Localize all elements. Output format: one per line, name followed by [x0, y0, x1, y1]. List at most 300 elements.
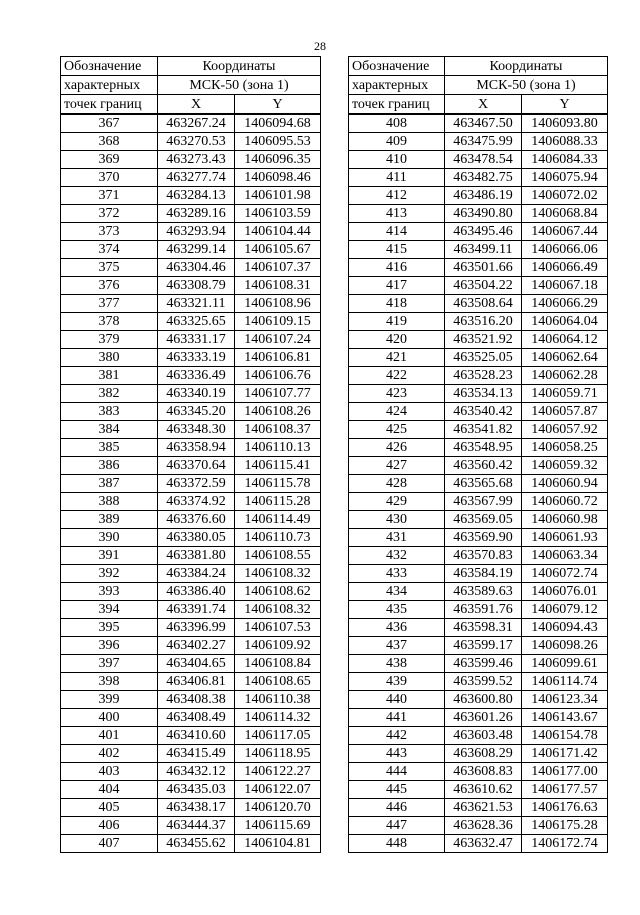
y-coordinate-cell: 1406177.00: [522, 763, 608, 781]
y-coordinate-cell: 1406177.57: [522, 781, 608, 799]
x-coordinate-cell: 463508.64: [445, 295, 522, 313]
point-label-header: Обозначение: [349, 57, 445, 76]
point-id-cell: 388: [61, 493, 158, 511]
point-id-cell: 402: [61, 745, 158, 763]
point-id-cell: 427: [349, 457, 445, 475]
point-id-cell: 403: [61, 763, 158, 781]
y-coordinate-cell: 1406143.67: [522, 709, 608, 727]
x-coordinate-cell: 463504.22: [445, 277, 522, 295]
y-column-header: Y: [522, 95, 608, 115]
x-coordinate-cell: 463499.11: [445, 241, 522, 259]
table-row: [61, 439, 321, 457]
point-id-cell: 386: [61, 457, 158, 475]
table-row: [349, 295, 608, 313]
x-coordinate-cell: 463435.03: [158, 781, 235, 799]
y-coordinate-cell: 1406059.71: [522, 385, 608, 403]
y-coordinate-cell: 1406067.44: [522, 223, 608, 241]
x-coordinate-cell: 463628.36: [445, 817, 522, 835]
x-coordinate-cell: 463534.13: [445, 385, 522, 403]
x-coordinate-cell: 463589.63: [445, 583, 522, 601]
y-coordinate-cell: 1406094.68: [235, 114, 321, 133]
point-id-cell: 395: [61, 619, 158, 637]
table-row: [61, 637, 321, 655]
point-id-cell: 413: [349, 205, 445, 223]
table-row: [349, 745, 608, 763]
y-coordinate-cell: 1406175.28: [522, 817, 608, 835]
coordinates-table-right: [348, 56, 608, 853]
x-coordinate-cell: 463391.74: [158, 601, 235, 619]
table-row: [349, 349, 608, 367]
point-id-cell: 404: [61, 781, 158, 799]
y-coordinate-cell: 1406093.80: [522, 114, 608, 133]
page-number: 28: [314, 39, 326, 53]
x-coordinate-cell: 463569.90: [445, 529, 522, 547]
table-row: [61, 223, 321, 241]
table-row: [61, 799, 321, 817]
y-coordinate-cell: 1406110.38: [235, 691, 321, 709]
point-id-cell: 412: [349, 187, 445, 205]
y-coordinate-cell: 1406172.74: [522, 835, 608, 853]
y-coordinate-cell: 1406095.53: [235, 133, 321, 151]
point-id-cell: 381: [61, 367, 158, 385]
x-coordinate-cell: 463600.80: [445, 691, 522, 709]
x-coordinate-cell: 463402.27: [158, 637, 235, 655]
table-row: [61, 817, 321, 835]
point-id-cell: 411: [349, 169, 445, 187]
x-coordinate-cell: 463438.17: [158, 799, 235, 817]
table-row: [61, 727, 321, 745]
x-coordinate-cell: 463408.38: [158, 691, 235, 709]
point-id-cell: 422: [349, 367, 445, 385]
point-id-cell: 367: [61, 114, 158, 133]
table-row: [349, 114, 608, 133]
table-row: [61, 511, 321, 529]
y-coordinate-cell: 1406061.93: [522, 529, 608, 547]
x-coordinate-cell: 463348.30: [158, 421, 235, 439]
point-id-cell: 423: [349, 385, 445, 403]
coordinates-table-left: [60, 56, 321, 853]
x-coordinate-cell: 463273.43: [158, 151, 235, 169]
x-coordinate-cell: 463432.12: [158, 763, 235, 781]
x-coordinate-cell: 463490.80: [445, 205, 522, 223]
point-id-cell: 384: [61, 421, 158, 439]
y-coordinate-cell: 1406115.69: [235, 817, 321, 835]
point-id-cell: 387: [61, 475, 158, 493]
table-row: [61, 583, 321, 601]
point-id-cell: 408: [349, 114, 445, 133]
table-row: [349, 169, 608, 187]
y-coordinate-cell: 1406072.74: [522, 565, 608, 583]
point-id-cell: 432: [349, 547, 445, 565]
y-coordinate-cell: 1406062.28: [522, 367, 608, 385]
y-coordinate-cell: 1406108.65: [235, 673, 321, 691]
y-coordinate-cell: 1406106.81: [235, 349, 321, 367]
x-coordinate-cell: 463415.49: [158, 745, 235, 763]
x-column-header: X: [158, 95, 235, 115]
table-row: [349, 601, 608, 619]
x-coordinate-cell: 463396.99: [158, 619, 235, 637]
table-row: [349, 385, 608, 403]
x-coordinate-cell: 463621.53: [445, 799, 522, 817]
table-row: [349, 637, 608, 655]
x-coordinate-cell: 463410.60: [158, 727, 235, 745]
x-coordinate-cell: 463444.37: [158, 817, 235, 835]
x-coordinate-cell: 463381.80: [158, 547, 235, 565]
point-id-cell: 406: [61, 817, 158, 835]
table-row: [349, 781, 608, 799]
y-coordinate-cell: 1406108.32: [235, 565, 321, 583]
x-coordinate-cell: 463293.94: [158, 223, 235, 241]
x-coordinate-cell: 463525.05: [445, 349, 522, 367]
point-id-cell: 424: [349, 403, 445, 421]
point-id-cell: 419: [349, 313, 445, 331]
y-coordinate-cell: 1406096.35: [235, 151, 321, 169]
y-coordinate-cell: 1406108.32: [235, 601, 321, 619]
point-id-cell: 377: [61, 295, 158, 313]
table-row: [349, 259, 608, 277]
x-coordinate-cell: 463325.65: [158, 313, 235, 331]
y-coordinate-cell: 1406114.74: [522, 673, 608, 691]
point-id-cell: 445: [349, 781, 445, 799]
x-coordinate-cell: 463333.19: [158, 349, 235, 367]
table-row: [61, 763, 321, 781]
x-coordinate-cell: 463304.46: [158, 259, 235, 277]
x-coordinate-cell: 463599.17: [445, 637, 522, 655]
x-coordinate-cell: 463358.94: [158, 439, 235, 457]
y-coordinate-cell: 1406114.49: [235, 511, 321, 529]
y-coordinate-cell: 1406105.67: [235, 241, 321, 259]
table-row: [61, 331, 321, 349]
table-row: [61, 835, 321, 853]
y-coordinate-cell: 1406101.98: [235, 187, 321, 205]
table-row: [349, 727, 608, 745]
y-coordinate-cell: 1406108.31: [235, 277, 321, 295]
point-id-cell: 370: [61, 169, 158, 187]
x-coordinate-cell: 463560.42: [445, 457, 522, 475]
y-coordinate-cell: 1406117.05: [235, 727, 321, 745]
point-id-cell: 392: [61, 565, 158, 583]
y-coordinate-cell: 1406122.27: [235, 763, 321, 781]
y-coordinate-cell: 1406104.44: [235, 223, 321, 241]
point-id-cell: 372: [61, 205, 158, 223]
y-coordinate-cell: 1406115.28: [235, 493, 321, 511]
x-coordinate-cell: 463406.81: [158, 673, 235, 691]
table-row: [349, 367, 608, 385]
x-coordinate-cell: 463570.83: [445, 547, 522, 565]
y-coordinate-cell: 1406104.81: [235, 835, 321, 853]
point-id-cell: 418: [349, 295, 445, 313]
table-row: [61, 295, 321, 313]
y-coordinate-cell: 1406108.55: [235, 547, 321, 565]
x-coordinate-cell: 463608.29: [445, 745, 522, 763]
y-coordinate-cell: 1406115.78: [235, 475, 321, 493]
table-row: [349, 331, 608, 349]
y-coordinate-cell: 1406084.33: [522, 151, 608, 169]
table-row: [349, 187, 608, 205]
table-row: [349, 403, 608, 421]
point-id-cell: 401: [61, 727, 158, 745]
table-row: [61, 421, 321, 439]
y-coordinate-cell: 1406064.04: [522, 313, 608, 331]
x-coordinate-cell: 463541.82: [445, 421, 522, 439]
point-label-header: точек границ: [349, 95, 445, 115]
x-coordinate-cell: 463270.53: [158, 133, 235, 151]
point-id-cell: 442: [349, 727, 445, 745]
point-id-cell: 441: [349, 709, 445, 727]
x-coordinate-cell: 463548.95: [445, 439, 522, 457]
point-id-cell: 405: [61, 799, 158, 817]
table-body-right: [349, 114, 608, 853]
y-coordinate-cell: 1406176.63: [522, 799, 608, 817]
x-coordinate-cell: 463277.74: [158, 169, 235, 187]
point-id-cell: 407: [61, 835, 158, 853]
table-row: [349, 547, 608, 565]
y-coordinate-cell: 1406114.32: [235, 709, 321, 727]
point-label-header: характерных: [61, 76, 158, 95]
y-coordinate-cell: 1406108.26: [235, 403, 321, 421]
table-row: [349, 691, 608, 709]
y-coordinate-cell: 1406110.13: [235, 439, 321, 457]
point-id-cell: 414: [349, 223, 445, 241]
point-id-cell: 425: [349, 421, 445, 439]
table-row: [349, 313, 608, 331]
point-id-cell: 438: [349, 655, 445, 673]
x-coordinate-cell: 463478.54: [445, 151, 522, 169]
table-row: [349, 583, 608, 601]
x-coordinate-cell: 463521.92: [445, 331, 522, 349]
x-coordinate-cell: 463321.11: [158, 295, 235, 313]
y-coordinate-cell: 1406060.72: [522, 493, 608, 511]
table-row: [61, 457, 321, 475]
table-row: [349, 493, 608, 511]
point-id-cell: 375: [61, 259, 158, 277]
table-row: [61, 187, 321, 205]
table-row: [61, 619, 321, 637]
y-coordinate-cell: 1406057.92: [522, 421, 608, 439]
table-row: [61, 709, 321, 727]
x-coordinate-cell: 463386.40: [158, 583, 235, 601]
y-coordinate-cell: 1406066.49: [522, 259, 608, 277]
point-id-cell: 444: [349, 763, 445, 781]
x-coordinate-cell: 463380.05: [158, 529, 235, 547]
y-coordinate-cell: 1406079.12: [522, 601, 608, 619]
y-coordinate-cell: 1406107.37: [235, 259, 321, 277]
point-id-cell: 378: [61, 313, 158, 331]
y-coordinate-cell: 1406108.37: [235, 421, 321, 439]
table-row: [349, 277, 608, 295]
x-coordinate-cell: 463495.46: [445, 223, 522, 241]
table-row: [349, 133, 608, 151]
point-id-cell: 436: [349, 619, 445, 637]
y-coordinate-cell: 1406115.41: [235, 457, 321, 475]
y-coordinate-cell: 1406154.78: [522, 727, 608, 745]
point-id-cell: 394: [61, 601, 158, 619]
table-row: [349, 817, 608, 835]
table-row: [61, 403, 321, 421]
x-coordinate-cell: 463632.47: [445, 835, 522, 853]
y-coordinate-cell: 1406066.06: [522, 241, 608, 259]
table-row: [349, 619, 608, 637]
table-row: [61, 367, 321, 385]
x-coordinate-cell: 463475.99: [445, 133, 522, 151]
table-row: [349, 241, 608, 259]
point-id-cell: 428: [349, 475, 445, 493]
x-coordinate-cell: 463384.24: [158, 565, 235, 583]
table-row: [349, 457, 608, 475]
y-coordinate-cell: 1406107.24: [235, 331, 321, 349]
point-id-cell: 382: [61, 385, 158, 403]
x-coordinate-cell: 463308.79: [158, 277, 235, 295]
y-coordinate-cell: 1406068.84: [522, 205, 608, 223]
table-row: [349, 223, 608, 241]
y-coordinate-cell: 1406060.94: [522, 475, 608, 493]
x-coordinate-cell: 463599.52: [445, 673, 522, 691]
point-id-cell: 385: [61, 439, 158, 457]
table-row: [349, 511, 608, 529]
point-id-cell: 400: [61, 709, 158, 727]
point-id-cell: 416: [349, 259, 445, 277]
point-label-header: характерных: [349, 76, 445, 95]
x-coordinate-cell: 463404.65: [158, 655, 235, 673]
x-coordinate-cell: 463284.13: [158, 187, 235, 205]
point-id-cell: 371: [61, 187, 158, 205]
point-id-cell: 447: [349, 817, 445, 835]
point-id-cell: 415: [349, 241, 445, 259]
y-coordinate-cell: 1406098.46: [235, 169, 321, 187]
y-coordinate-cell: 1406064.12: [522, 331, 608, 349]
coords-label-header: Координаты: [158, 57, 321, 76]
table-row: [61, 151, 321, 169]
table-row: [349, 439, 608, 457]
y-coordinate-cell: 1406075.94: [522, 169, 608, 187]
table-row: [61, 601, 321, 619]
point-id-cell: 429: [349, 493, 445, 511]
point-id-cell: 373: [61, 223, 158, 241]
coords-label-header: МСК-50 (зона 1): [158, 76, 321, 95]
point-label-header: Обозначение: [61, 57, 158, 76]
x-coordinate-cell: 463516.20: [445, 313, 522, 331]
table-row: [61, 259, 321, 277]
y-coordinate-cell: 1406057.87: [522, 403, 608, 421]
point-label-header: точек границ: [61, 95, 158, 115]
y-coordinate-cell: 1406109.15: [235, 313, 321, 331]
table-row: [349, 673, 608, 691]
table-row: [61, 547, 321, 565]
y-coordinate-cell: 1406109.92: [235, 637, 321, 655]
y-coordinate-cell: 1406103.59: [235, 205, 321, 223]
y-coordinate-cell: 1406058.25: [522, 439, 608, 457]
table-row: [61, 169, 321, 187]
y-coordinate-cell: 1406060.98: [522, 511, 608, 529]
table-row: [61, 745, 321, 763]
table-row: [61, 313, 321, 331]
point-id-cell: 390: [61, 529, 158, 547]
table-row: [61, 655, 321, 673]
point-id-cell: 393: [61, 583, 158, 601]
point-id-cell: 380: [61, 349, 158, 367]
table-row: [61, 114, 321, 133]
table-row: [349, 655, 608, 673]
y-coordinate-cell: 1406063.34: [522, 547, 608, 565]
point-id-cell: 443: [349, 745, 445, 763]
table-row: [61, 475, 321, 493]
point-id-cell: 430: [349, 511, 445, 529]
x-coordinate-cell: 463528.23: [445, 367, 522, 385]
y-column-header: Y: [235, 95, 321, 115]
point-id-cell: 374: [61, 241, 158, 259]
x-coordinate-cell: 463299.14: [158, 241, 235, 259]
x-coordinate-cell: 463374.92: [158, 493, 235, 511]
table-row: [349, 835, 608, 853]
table-row: [61, 673, 321, 691]
x-coordinate-cell: 463336.49: [158, 367, 235, 385]
y-coordinate-cell: 1406120.70: [235, 799, 321, 817]
point-id-cell: 409: [349, 133, 445, 151]
y-coordinate-cell: 1406108.62: [235, 583, 321, 601]
x-coordinate-cell: 463345.20: [158, 403, 235, 421]
y-coordinate-cell: 1406108.96: [235, 295, 321, 313]
x-coordinate-cell: 463608.83: [445, 763, 522, 781]
table-row: [349, 421, 608, 439]
x-coordinate-cell: 463455.62: [158, 835, 235, 853]
table-row: [61, 565, 321, 583]
table-row: [349, 763, 608, 781]
point-id-cell: 398: [61, 673, 158, 691]
table-row: [349, 565, 608, 583]
y-coordinate-cell: 1406106.76: [235, 367, 321, 385]
x-coordinate-cell: 463376.60: [158, 511, 235, 529]
x-coordinate-cell: 463340.19: [158, 385, 235, 403]
y-coordinate-cell: 1406122.07: [235, 781, 321, 799]
x-coordinate-cell: 463601.26: [445, 709, 522, 727]
table-row: [61, 385, 321, 403]
x-coordinate-cell: 463569.05: [445, 511, 522, 529]
x-coordinate-cell: 463467.50: [445, 114, 522, 133]
x-coordinate-cell: 463372.59: [158, 475, 235, 493]
table-row: [61, 133, 321, 151]
point-id-cell: 397: [61, 655, 158, 673]
table-row: [61, 493, 321, 511]
y-coordinate-cell: 1406099.61: [522, 655, 608, 673]
y-coordinate-cell: 1406171.42: [522, 745, 608, 763]
point-id-cell: 410: [349, 151, 445, 169]
point-id-cell: 435: [349, 601, 445, 619]
x-coordinate-cell: 463599.46: [445, 655, 522, 673]
table-row: [349, 529, 608, 547]
point-id-cell: 417: [349, 277, 445, 295]
point-id-cell: 420: [349, 331, 445, 349]
point-id-cell: 431: [349, 529, 445, 547]
point-id-cell: 437: [349, 637, 445, 655]
x-coordinate-cell: 463591.76: [445, 601, 522, 619]
table-row: [61, 205, 321, 223]
point-id-cell: 379: [61, 331, 158, 349]
y-coordinate-cell: 1406088.33: [522, 133, 608, 151]
table-row: [61, 781, 321, 799]
point-id-cell: 396: [61, 637, 158, 655]
table-body-left: [61, 114, 321, 853]
x-coordinate-cell: 463501.66: [445, 259, 522, 277]
x-coordinate-cell: 463408.49: [158, 709, 235, 727]
point-id-cell: 434: [349, 583, 445, 601]
point-id-cell: 376: [61, 277, 158, 295]
table-row: [61, 277, 321, 295]
x-coordinate-cell: 463486.19: [445, 187, 522, 205]
point-id-cell: 446: [349, 799, 445, 817]
point-id-cell: 399: [61, 691, 158, 709]
y-coordinate-cell: 1406110.73: [235, 529, 321, 547]
table-row: [61, 241, 321, 259]
